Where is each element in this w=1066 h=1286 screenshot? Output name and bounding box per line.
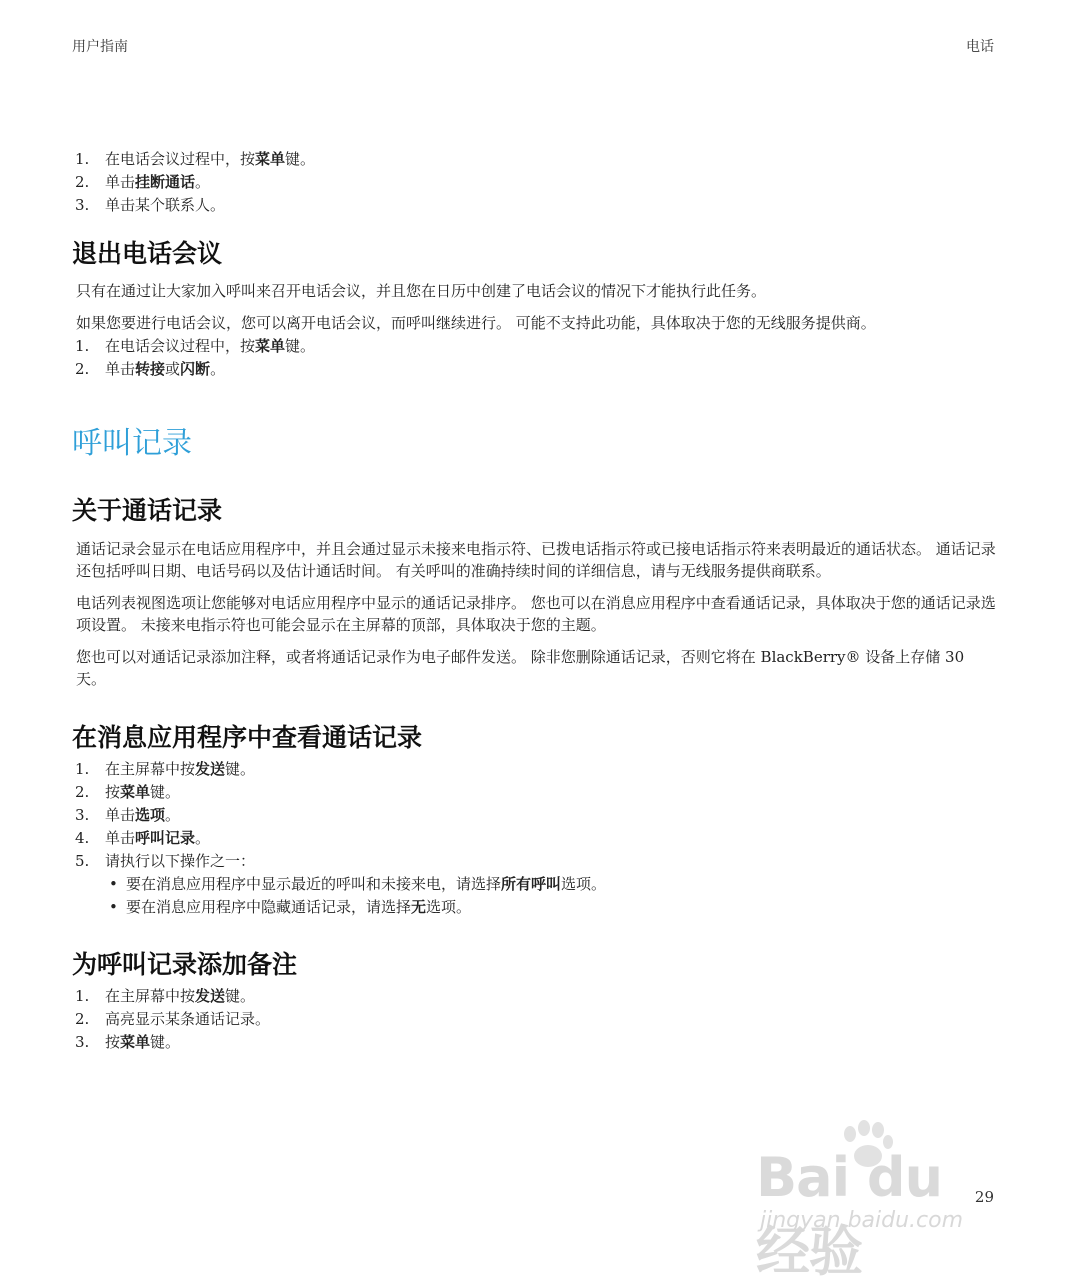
paragraph: 只有在通过让大家加入呼叫来召开电话会议，并且您在日历中创建了电话会议的情况下才能执行此任务。 <box>76 282 767 300</box>
bullet-item: • 要在消息应用程序中显示最近的呼叫和未接来电，请选择所有呼叫选项。 <box>72 873 997 896</box>
watermark-url: jingyan.baidu.com <box>760 1208 964 1233</box>
heading-about-call-logs: 关于通话记录 <box>72 496 223 525</box>
chapter-title-call-logs: 呼叫记录 <box>72 426 192 461</box>
list-item: 1. 在主屏幕中按发送键。 <box>75 987 256 1005</box>
list-item: 3. 单击选项。 <box>75 806 181 824</box>
page-number: 29 <box>974 1188 994 1206</box>
heading-add-note: 为呼叫记录添加备注 <box>72 950 298 979</box>
baidu-watermark <box>756 1120 1006 1283</box>
list-item: 5. 请执行以下操作之一： <box>75 852 256 870</box>
running-header-left: 用户指南 <box>72 39 128 55</box>
paragraph: 如果您要进行电话会议，您可以离开电话会议，而呼叫继续进行。 可能不支持此功能，具体取决于您的无线服务提供商。 <box>76 314 876 332</box>
running-header-right: 电话 <box>966 39 994 55</box>
list-item: 2. 单击转接或闪断。 <box>75 360 226 378</box>
list-item: 3. 单击某个联系人。 <box>75 196 226 214</box>
heading-exit-conference: 退出电话会议 <box>72 239 223 268</box>
bullet-item: • 要在消息应用程序中隐藏通话记录，请选择无选项。 <box>72 896 997 919</box>
page-content <box>72 148 997 1054</box>
list-item: 3. 按菜单键。 <box>75 1033 181 1051</box>
paragraph: 您也可以对通话记录添加注释，或者将通话记录作为电子邮件发送。 除非您删除通话记录，否则它将在 BlackBerry® 设备上存储 30 天。 <box>76 648 965 688</box>
list-item: 2. 单击挂断通话。 <box>75 173 211 191</box>
heading-view-in-messages: 在消息应用程序中查看通话记录 <box>72 723 423 752</box>
steps-view-in-messages <box>72 758 997 873</box>
list-item: 1. 在电话会议过程中，按菜单键。 <box>75 150 316 168</box>
bullet-list <box>72 873 997 919</box>
list-item: 4. 单击呼叫记录。 <box>75 829 211 847</box>
list-item: 1. 在主屏幕中按发送键。 <box>75 760 256 778</box>
steps-top <box>72 148 997 217</box>
paragraph: 通话记录会显示在电话应用程序中，并且会通过显示未接来电指示符、已拨电话指示符或已接电话指示符来表明最近的通话状态。 通话记录还包括呼叫日期、电话号码以及估计通话时间。 有关呼叫的准确持续时间的详细信息，请与无线服务提供商联系。 <box>76 540 996 580</box>
list-item: 1. 在电话会议过程中，按菜单键。 <box>75 337 316 355</box>
list-item: 2. 按菜单键。 <box>75 783 181 801</box>
paragraph: 电话列表视图选项让您能够对电话应用程序中显示的通话记录排序。 您也可以在消息应用程序中查看通话记录，具体取决于您的通话记录选项设置。 未接来电指示符也可能会显示在主屏幕的顶部，具体取决于您的主题。 <box>76 594 996 634</box>
steps-exit-conference <box>72 335 997 381</box>
list-item: 2. 高亮显示某条通话记录。 <box>75 1010 271 1028</box>
steps-add-note <box>72 985 997 1054</box>
watermark-logo: Bai du 经验 <box>756 1146 943 1283</box>
